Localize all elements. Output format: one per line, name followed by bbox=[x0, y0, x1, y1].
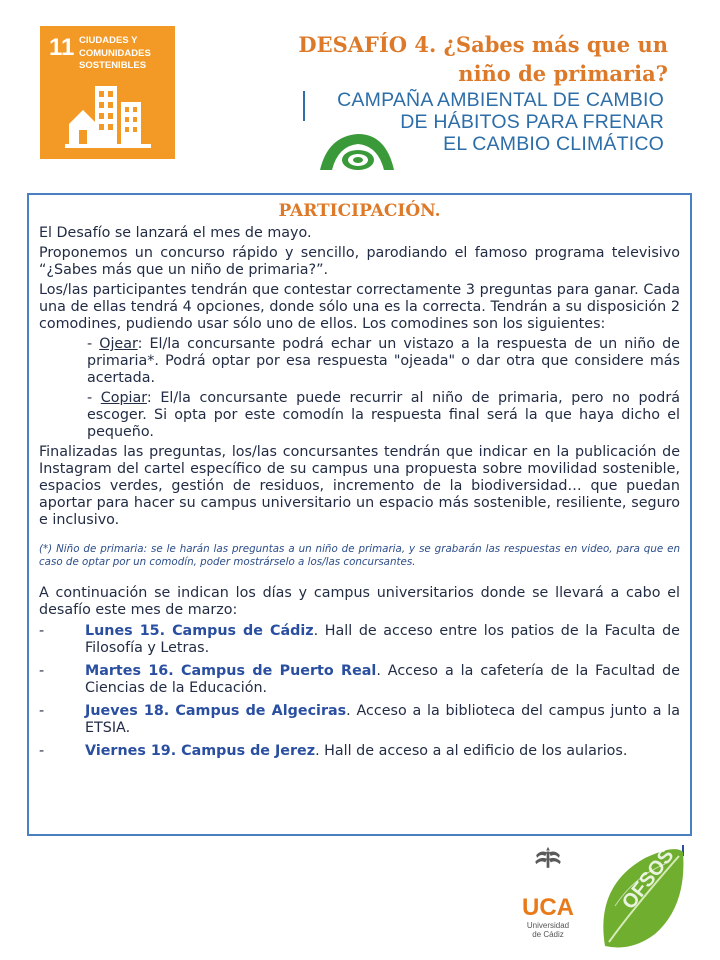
day-location: . Hall de acceso a al edificio de los aularios. bbox=[315, 743, 628, 759]
list-item bbox=[39, 663, 680, 697]
sdg-number: 11 bbox=[49, 34, 75, 61]
list-dash: - bbox=[39, 623, 45, 639]
day-campus: Martes 16. Campus de Puerto Real bbox=[85, 663, 377, 679]
page-title-line: DESAFÍO 4. ¿Sabes más que un bbox=[298, 32, 668, 57]
paragraph-rules: Los/las participantes tendrán que contestar correctamente 3 preguntas para ganar. Cada una de ellas tendrá 4 opciones, donde sólo una es la correcta. Tendrán a su disposición 2 comodines, pudiendo usar sólo uno de ellos. Los comodines son los siguientes: bbox=[39, 282, 680, 332]
uca-logo-text: UCA bbox=[522, 894, 574, 921]
page-title bbox=[248, 30, 668, 88]
day-location: . Acceso a la cafetería de la Facultad de Ciencias de la Educación. bbox=[85, 663, 680, 696]
campaign-title-line: EL CAMBIO CLIMÁTICO bbox=[443, 133, 664, 155]
sdg-title-line: CIUDADES Y bbox=[79, 35, 138, 46]
paragraph-schedule-intro: A continuación se indican los días y campus universitarios donde se llevará a cabo el desafío este mes de marzo: bbox=[39, 585, 680, 618]
list-item bbox=[39, 743, 680, 760]
schedule-list bbox=[39, 623, 680, 760]
green-globe-logo-icon bbox=[318, 128, 396, 170]
list-dash: - bbox=[39, 703, 45, 719]
option-prefix: - bbox=[87, 336, 100, 352]
paragraph-instagram: Finalizadas las preguntas, los/las concursantes tendrán que indicar en la publicación de Instagram del cartel específico de su campus una propuesta sobre movilidad sostenible, espacios verdes, gestión de residuos, incremento de la biodiversidad… que puedan aportar para hacer su campus universitario un espacio más sostenible, resiliente, seguro e inclusivo. bbox=[39, 444, 680, 528]
city-buildings-icon bbox=[65, 80, 155, 152]
section-title: PARTICIPACIÓN. bbox=[278, 201, 441, 221]
uca-logo-subtitle bbox=[512, 921, 584, 939]
option-text: : El/la concursante puede recurrir al niño de primaria, pero no podrá escoger. Si opta por este comodín la respuesta final será la que haya dicho el pequeño. bbox=[87, 390, 680, 440]
day-location: . Hall de acceso entre los patios de la Faculta de Filosofía y Letras. bbox=[85, 623, 680, 656]
sdg-title-line: SOSTENIBLES bbox=[79, 60, 147, 71]
option-prefix: - bbox=[87, 390, 101, 406]
campaign-title-line: CAMPAÑA AMBIENTAL DE CAMBIO bbox=[337, 89, 664, 111]
paragraph-launch: El Desafío se lanzará el mes de mayo. bbox=[39, 225, 312, 241]
day-campus: Jueves 18. Campus de Algeciras bbox=[85, 703, 347, 719]
list-dash: - bbox=[39, 743, 45, 759]
option-name: Ojear bbox=[99, 336, 138, 352]
uca-crest-icon bbox=[512, 846, 584, 896]
sdg-11-badge bbox=[40, 26, 175, 159]
list-item bbox=[39, 703, 680, 737]
leaf-logo-text: OFSOS bbox=[618, 844, 679, 914]
option-copiar bbox=[39, 390, 680, 441]
option-text: : El/la concursante podrá echar un vistazo a la respuesta de un niño de primaria*. Podrá optar por esa respuesta "ojeada" o dar otra que considere más acertada. bbox=[87, 336, 680, 386]
day-location: . Acceso a la biblioteca del campus junto a la ETSIA. bbox=[85, 703, 681, 736]
footnote: (*) Niño de primaria: se le harán las preguntas a un niño de primaria, y se grabarán las respuestas en video, para que en caso de optar por un comodín, poder mostrárselo a los/las concursantes. bbox=[39, 543, 680, 568]
uca-subtitle-line: de Cádiz bbox=[532, 930, 564, 939]
sdg-title bbox=[79, 35, 171, 73]
list-dash: - bbox=[39, 663, 45, 679]
page-title-line: niño de primaria? bbox=[458, 61, 668, 86]
uca-subtitle-line: Universidad bbox=[526, 921, 570, 930]
campaign-title-line: DE HÁBITOS PARA FRENAR bbox=[400, 111, 664, 133]
day-campus: Lunes 15. Campus de Cádiz bbox=[85, 623, 314, 639]
sdg-title-line: COMUNIDADES bbox=[79, 47, 151, 59]
option-name: Copiar bbox=[100, 390, 147, 406]
paragraph-proposal: Proponemos un concurso rápido y sencillo, parodiando el famoso programa televisivo “¿Sabes más que un niño de primaria?”. bbox=[39, 245, 680, 278]
option-ojear bbox=[39, 336, 680, 387]
participation-panel bbox=[27, 193, 692, 836]
list-item bbox=[39, 623, 680, 657]
day-campus: Viernes 19. Campus de Jerez bbox=[85, 743, 316, 759]
